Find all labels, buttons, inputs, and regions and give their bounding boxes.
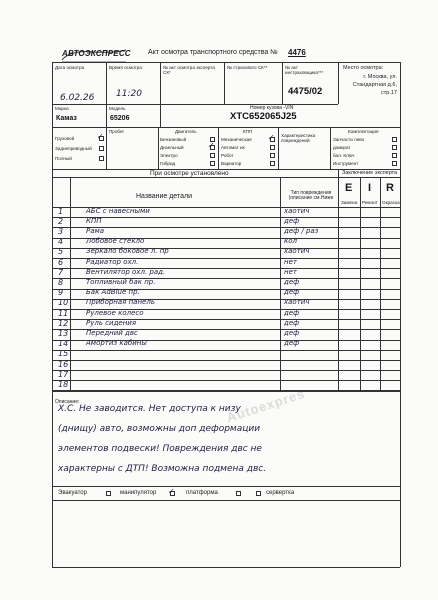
transmission-manual: Механическая (221, 137, 252, 142)
completeness-item-1: Запчасти лево (333, 137, 365, 142)
brand-label: Марка (55, 106, 69, 111)
row-number: 7 (58, 267, 64, 277)
completeness-item-2: домкрат (333, 145, 351, 150)
document-number: 4476 (288, 48, 306, 57)
column-part-name: Название детали (136, 193, 192, 200)
checkbox-auto[interactable] (270, 145, 275, 150)
row-number: 10 (58, 298, 69, 308)
row-damage: деф (284, 277, 300, 286)
row-divider (52, 360, 400, 361)
location-title: Место осмотра: (343, 65, 384, 71)
row-number: 17 (58, 369, 69, 379)
notes-label: Описание: (55, 399, 80, 405)
row-divider (52, 227, 400, 228)
insurance-label: № страхового СК** (227, 65, 268, 70)
completeness-item-4: Инструмент (333, 161, 359, 166)
row-part-name: Радиатор охл. (86, 257, 139, 266)
act-insurer-label: № акт инстраховщика*** (285, 65, 324, 75)
row-damage: деф (284, 318, 300, 327)
sheet-left-border (52, 62, 53, 567)
row-part-name: Топливный бак пр. (86, 277, 156, 286)
vin-label: Номер кузова -VIN (250, 105, 294, 111)
engine-diesel: Дизельный (160, 145, 184, 150)
checkbox-robot[interactable] (270, 153, 275, 158)
document-title: Акт осмотра транспортного средства № (148, 49, 278, 56)
model-value: 65206 (110, 115, 130, 122)
checkbox-sekretka[interactable] (256, 491, 261, 496)
row-divider (52, 217, 400, 218)
row-part-name: Бак AdBlue пр. (86, 288, 140, 297)
body-type-rear: Заднеприводный (55, 146, 92, 151)
row-divider (52, 370, 400, 371)
row-damage: хаотич (284, 206, 310, 215)
sheet-top-border (52, 62, 400, 63)
characteristic-title: Характеристика повреждений (281, 133, 316, 143)
row-damage: нет (284, 267, 297, 276)
row-number: 15 (58, 349, 69, 359)
row-number: 8 (58, 277, 64, 287)
location-value: г. Москва, ул. Стандартная д.6, стр.17 (352, 74, 397, 96)
date-value: 6.02.26 (60, 93, 95, 103)
watermark: Autoexpres (224, 385, 307, 426)
time-value: 11:20 (116, 89, 142, 99)
checkmark-icon: ✓ (168, 487, 175, 496)
checkmark-icon: ✓ (268, 133, 275, 142)
row-part-name: Вентилятор охл. рад. (86, 267, 166, 276)
checkbox-spares[interactable] (392, 137, 397, 142)
transmission-robot: Робот (221, 153, 234, 158)
row-damage: деф (284, 216, 300, 225)
row-damage: кол (284, 237, 297, 246)
subcol-replace: Замена (341, 200, 358, 205)
findings-title: При осмотре установлено (150, 170, 229, 177)
date-label: Дата осмотра (55, 65, 85, 70)
row-part-name: Зеркало боковое л. пр (86, 247, 169, 256)
checkmark-icon: ✓ (97, 132, 104, 141)
completeness-title: Комплектация (348, 129, 379, 134)
body-type-grouzovoy: Грузовой (55, 136, 75, 141)
checkbox-full[interactable] (99, 156, 104, 161)
row-number: 18 (58, 379, 69, 389)
row-number: 5 (58, 247, 64, 257)
eir-i: I (368, 182, 372, 194)
row-damage: деф (284, 288, 300, 297)
column-damage-type: Тип повреждения (описание см.Ниже (288, 190, 334, 201)
row-number: 3 (58, 226, 64, 236)
body-type-full: Полный (55, 156, 72, 161)
checkbox-jack[interactable] (392, 145, 397, 150)
row-part-name: КПП (86, 216, 102, 225)
engine-petrol: Бензиновый (160, 137, 187, 142)
checkbox-hybrid[interactable] (210, 161, 215, 166)
eir-r: R (386, 182, 394, 194)
row-divider (52, 380, 400, 381)
checkbox-rear[interactable] (99, 146, 104, 151)
engine-electro: Электро (160, 153, 178, 158)
row-damage: деф / раз (284, 226, 319, 235)
notes-line-3: элементов подвески! Повреждения двс не (58, 444, 262, 454)
expert-act-label: № акт осмотра эксперта СК* (163, 65, 215, 75)
row-part-name: АБС с навесными (86, 206, 150, 215)
notes-line-2: (днищу) авто, возможны доп деформации (58, 424, 261, 434)
row-damage: деф (284, 339, 300, 348)
row-damage: нет (284, 257, 297, 266)
checkbox-platform[interactable] (236, 491, 241, 496)
row-number: 4 (58, 237, 64, 247)
row-part-name: Лобовое стекло (86, 237, 145, 246)
footer-evacuator: Эвакуатор (58, 490, 87, 496)
row-number: 11 (58, 308, 69, 318)
model-label: Модель (109, 106, 126, 111)
checkbox-tools[interactable] (392, 161, 397, 166)
sheet-right-border (400, 62, 401, 567)
row-damage: деф (284, 308, 300, 317)
row-part-name: Рама (86, 226, 105, 235)
row-part-name: Передний двс (86, 328, 138, 337)
transmission-title: КПП (243, 129, 253, 134)
footer-platform: платформа (186, 490, 218, 496)
row-divider (52, 350, 400, 351)
notes-line-1: Х.С. Не заводится. Нет доступа к низу (58, 404, 241, 414)
row-part-name: Приборная панель (86, 298, 155, 307)
subcol-repair: Ремонт (362, 200, 378, 205)
completeness-item-3: бал. Ключ (333, 153, 355, 158)
checkbox-evacuator[interactable] (106, 491, 111, 496)
footer-sekretka: сервертка (266, 490, 295, 496)
checkbox-wrench[interactable] (392, 153, 397, 158)
engine-hybrid: Гибрид (160, 161, 176, 166)
logo-text: АВТОЭКСПРЕСС (62, 49, 131, 58)
transmission-auto: Автомат ик (221, 145, 245, 150)
row-part-name: Рулевое колесо (86, 308, 144, 317)
row-number: 13 (58, 328, 69, 338)
brand-value: Камаз (56, 115, 77, 122)
notes-line-4: характерны с ДТП! Возможна подмена двс. (58, 464, 267, 474)
row-number: 12 (58, 318, 69, 328)
code-value: 4475/02 (288, 86, 323, 97)
footer-manipulator: манипулятор (120, 490, 157, 496)
row-number: 2 (58, 216, 64, 226)
checkbox-cvt[interactable] (270, 161, 275, 166)
checkbox-electro[interactable] (210, 153, 215, 158)
row-part-name: Руль сидения (86, 318, 137, 327)
row-number: 16 (58, 359, 69, 369)
row-damage: хаотич (284, 298, 310, 307)
row-damage: хаотич (284, 247, 310, 256)
subcol-paint: Окраска (382, 200, 400, 205)
row-number: 14 (58, 339, 69, 349)
checkmark-icon: ✓ (208, 141, 215, 150)
expert-conclusion-title: Заключение эксперта (342, 170, 398, 176)
row-number: 9 (58, 288, 64, 298)
transmission-cvt: Вариатор (221, 161, 242, 166)
row-damage: деф (284, 328, 300, 337)
mileage-label: Пробег (109, 129, 125, 134)
row-part-name: Амортиз кабины (86, 339, 147, 348)
time-label: Время осмотра (109, 65, 142, 70)
row-number: 6 (58, 257, 64, 267)
sheet-bottom-border (52, 567, 400, 568)
vin-value: XTC652065J25 (230, 111, 297, 122)
eir-e: E (345, 182, 353, 194)
engine-title: Двигатель (175, 129, 197, 134)
row-number: 1 (58, 206, 64, 216)
